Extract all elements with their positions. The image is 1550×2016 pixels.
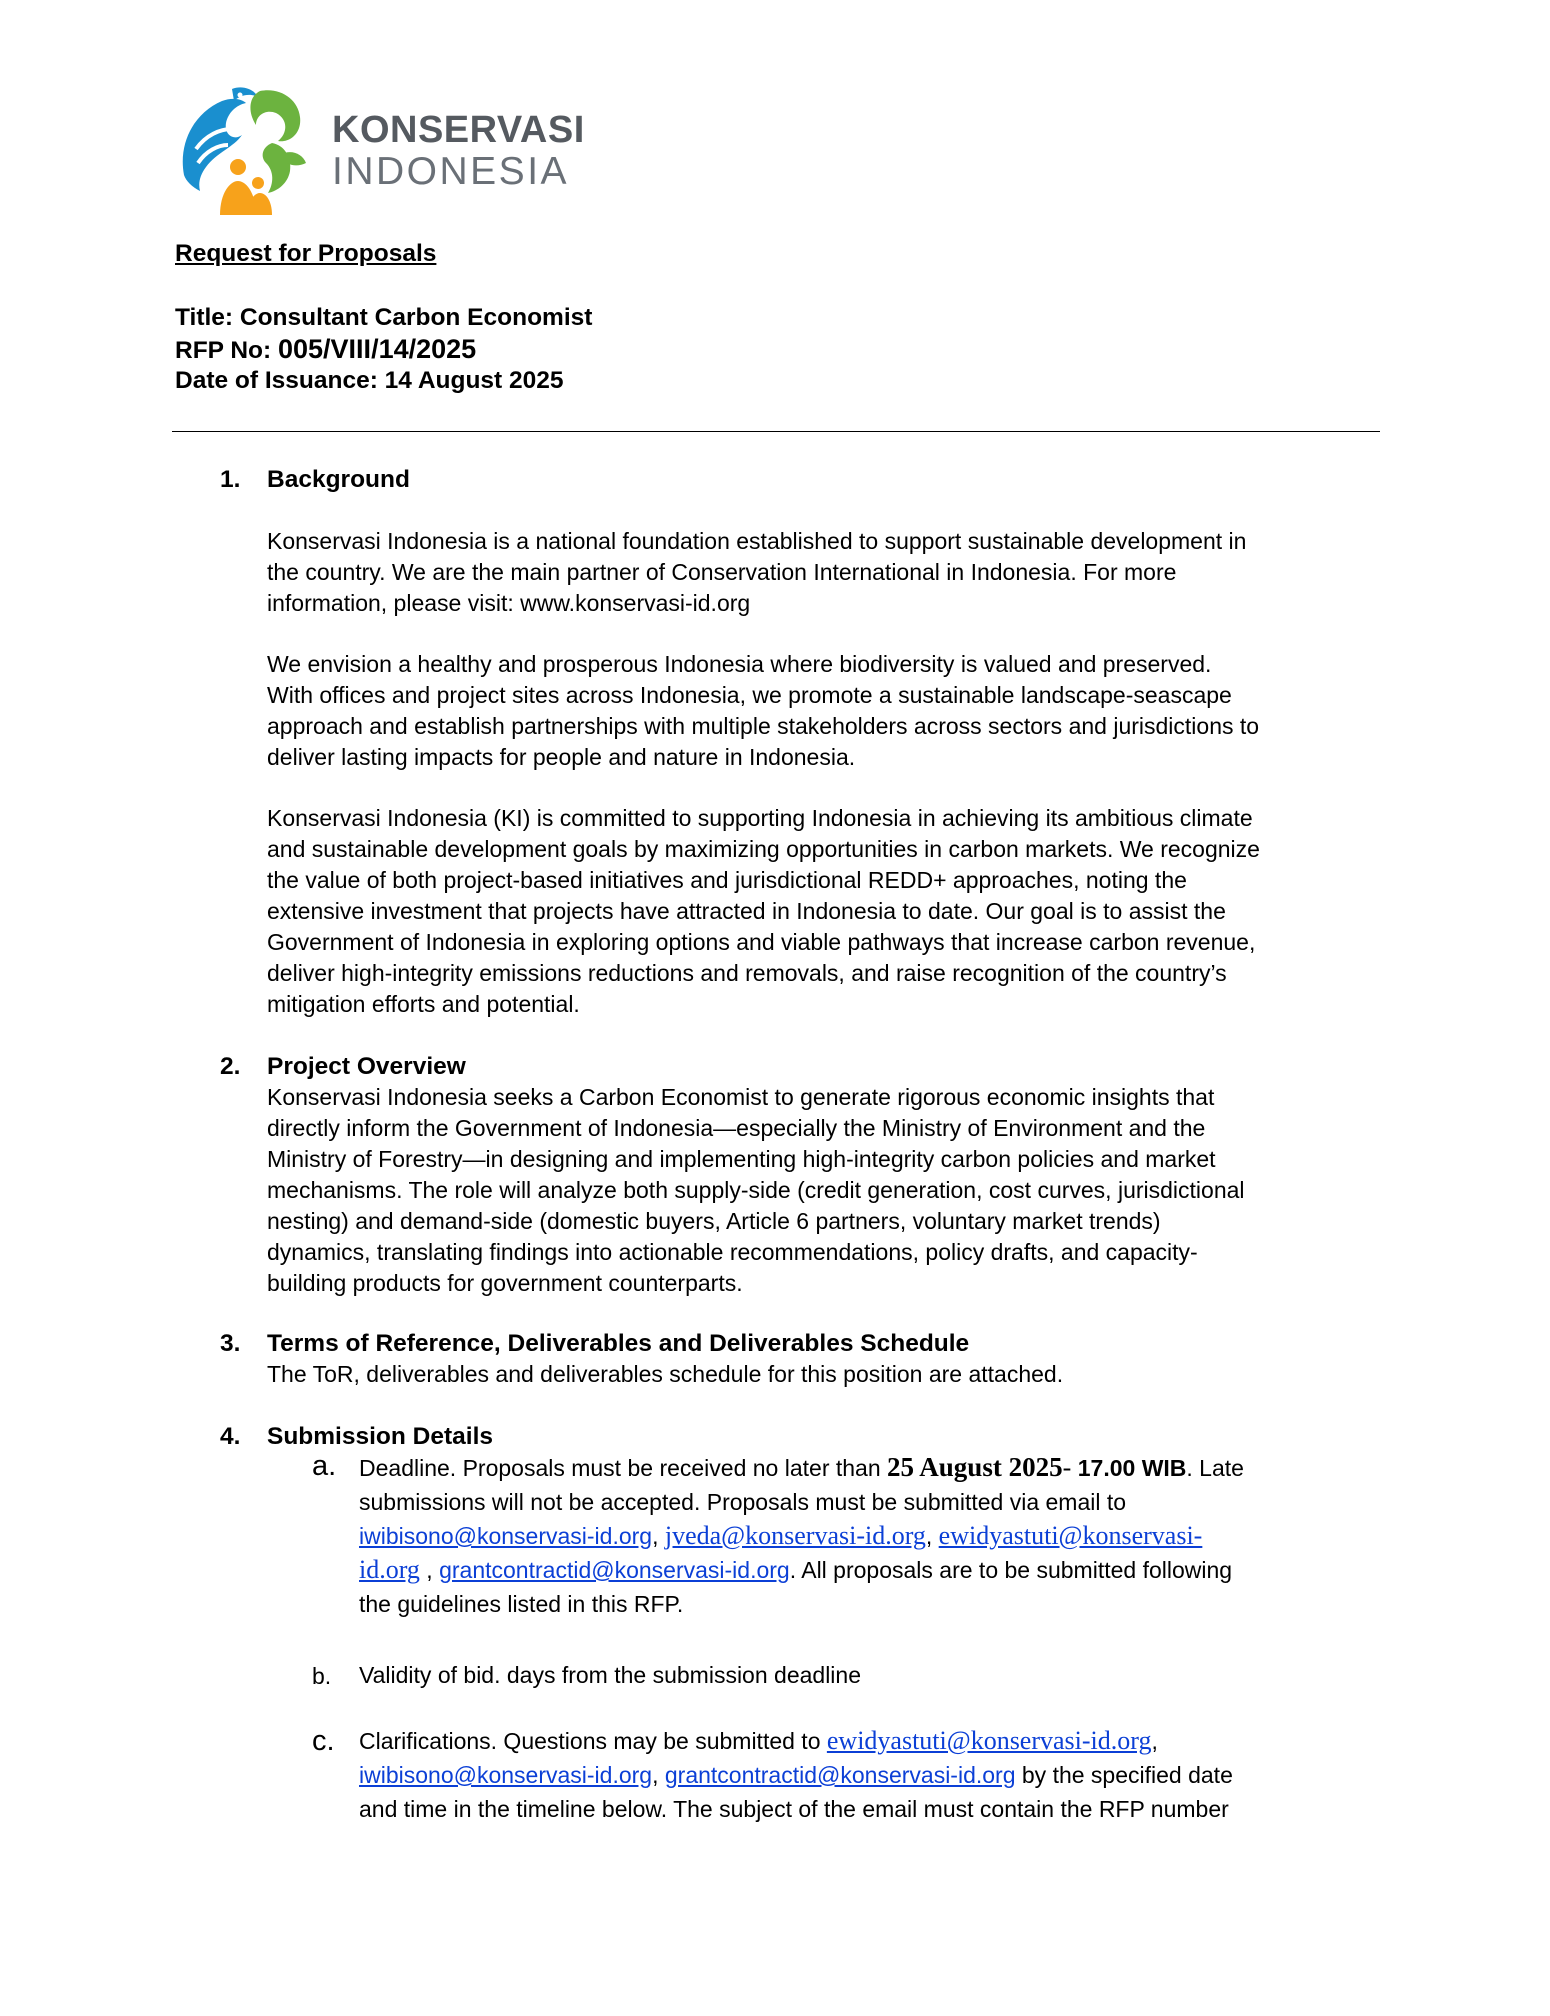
section-4-title: Submission Details (267, 1423, 494, 1450)
section-1-number: 1. (220, 466, 241, 493)
email-link-grantcontractid[interactable]: grantcontractid@konservasi-id.org (664, 1762, 1016, 1788)
text-line: Konservasi Indonesia is a national foundation established to support sustainable development in (267, 528, 1247, 554)
item-b-validity: Validity of bid. days from the submission deadline (359, 1662, 862, 1688)
text-line: submissions will not be accepted. Proposals must be submitted via email to (359, 1489, 1127, 1515)
deadline-intro: Deadline. Proposals must be received no later than (359, 1455, 888, 1481)
email-link-ewidyastuti[interactable]: ewidyastuti@konservasi-id.org (826, 1726, 1152, 1755)
logo-line-2: INDONESIA (332, 150, 570, 193)
item-a-letter: a. (312, 1450, 337, 1482)
deadline-dash: - (1062, 1453, 1078, 1482)
text-line (359, 1758, 1379, 1792)
item-b-letter: b. (312, 1663, 332, 1689)
text-line: and time in the timeline below. The subject of the email must contain the RFP number (359, 1796, 1229, 1822)
item-a-deadline (359, 1450, 1379, 1621)
email-link-iwibisono[interactable]: iwibisono@konservasi-id.org (359, 1523, 653, 1549)
section-3-title: Terms of Reference, Deliverables and Deliverables Schedule (267, 1330, 970, 1357)
separator: , (652, 1762, 665, 1788)
separator: , (1151, 1728, 1158, 1754)
header-divider (172, 431, 1380, 432)
section-2-title: Project Overview (267, 1053, 466, 1080)
text-line: We envision a healthy and prosperous Indonesia where biodiversity is valued and preserved. (267, 651, 1212, 677)
text-line: directly inform the Government of Indonesia—especially the Ministry of Environment and the (267, 1115, 1206, 1141)
text-line: building products for government counterparts. (267, 1270, 743, 1296)
background-paragraph-2 (267, 649, 1387, 773)
rfp-number (175, 333, 476, 367)
separator: , (419, 1557, 440, 1583)
konservasi-indonesia-logo (176, 83, 585, 215)
rfp-number-value: 005/VIII/14/2025 (278, 334, 477, 364)
section-3-number: 3. (220, 1330, 241, 1357)
clarifications-intro: Clarifications. Questions may be submitted to (359, 1728, 827, 1754)
text-line: With offices and project sites across Indonesia, we promote a sustainable landscape-seascape (267, 682, 1232, 708)
text-line (359, 1519, 1379, 1553)
background-paragraph-1 (267, 526, 1387, 619)
item-c-clarifications (359, 1724, 1379, 1826)
section-2-number: 2. (220, 1053, 241, 1080)
text-line: the country. We are the main partner of Conservation International in Indonesia. For more (267, 559, 1177, 585)
text-line: deliver high-integrity emissions reductions and removals, and raise recognition of the country’s (267, 960, 1227, 986)
text-line: mechanisms. The role will analyze both supply-side (credit generation, cost curves, jurisdictional (267, 1177, 1245, 1203)
email-link-ewidyastuti[interactable]: ewidyastuti@konservasi- (938, 1521, 1203, 1550)
email-link-iwibisono[interactable]: iwibisono@konservasi-id.org (359, 1762, 653, 1788)
rfp-title: Title: Consultant Carbon Economist (175, 304, 593, 331)
logo-wordmark (332, 109, 585, 193)
text-line: Konservasi Indonesia seeks a Carbon Economist to generate rigorous economic insights that (267, 1084, 1215, 1110)
text-line: deliver lasting impacts for people and nature in Indonesia. (267, 744, 856, 770)
text-line: and sustainable development goals by maximizing opportunities in carbon markets. We recognize (267, 836, 1260, 862)
text-line: approach and establish partnerships with multiple stakeholders across sectors and jurisdictions to (267, 713, 1260, 739)
overview-paragraph (267, 1082, 1387, 1299)
background-paragraph-3 (267, 803, 1387, 1020)
tor-text: The ToR, deliverables and deliverables schedule for this position are attached. (267, 1361, 1064, 1387)
section-4-number: 4. (220, 1423, 241, 1450)
deadline-date: 25 August 2025 (887, 1452, 1063, 1482)
text-line: extensive investment that projects have attracted in Indonesia to date. Our goal is to assist the (267, 898, 1226, 924)
separator: , (652, 1523, 665, 1549)
text-line: mitigation efforts and potential. (267, 991, 580, 1017)
text-line: the value of both project-based initiatives and jurisdictional REDD+ approaches, noting the (267, 867, 1187, 893)
email-link-jveda[interactable]: jveda@konservasi-id.org (664, 1521, 926, 1550)
text-line: the guidelines listed in this RFP. (359, 1591, 684, 1617)
text-line: Government of Indonesia in exploring options and viable pathways that increase carbon revenue, (267, 929, 1256, 955)
rfp-number-label: RFP No: (175, 337, 278, 364)
issuance-date: Date of Issuance: 14 August 2025 (175, 367, 564, 394)
rfp-heading: Request for Proposals (175, 240, 437, 267)
email-link-grantcontractid[interactable]: grantcontractid@konservasi-id.org (439, 1557, 790, 1583)
text-line: nesting) and demand-side (domestic buyers, Article 6 partners, voluntary market trends) (267, 1208, 1161, 1234)
text-line: Konservasi Indonesia (KI) is committed to supporting Indonesia in achieving its ambitious climate (267, 805, 1253, 831)
deadline-suffix: . Late (1186, 1455, 1244, 1481)
text-line: information, please visit: www.konservasi-id.org (267, 590, 751, 616)
email-link-ewidyastuti-cont[interactable]: id.org (359, 1555, 420, 1584)
logo-line-1: KONSERVASI (332, 109, 585, 151)
text-line (359, 1724, 1379, 1758)
submission-guidelines-text: . All proposals are to be submitted following (789, 1557, 1233, 1583)
deadline-time: 17.00 WIB (1077, 1455, 1187, 1481)
text-line (359, 1553, 1379, 1587)
section-1-title: Background (267, 466, 410, 493)
text-line (359, 1450, 1379, 1485)
text-line: Ministry of Forestry—in designing and implementing high-integrity carbon policies and market (267, 1146, 1216, 1172)
logo-mark-icon (176, 83, 312, 215)
text-line: dynamics, translating findings into actionable recommendations, policy drafts, and capacity- (267, 1239, 1198, 1265)
separator: , (925, 1523, 939, 1549)
clarifications-timing-text: by the specified date (1015, 1762, 1233, 1788)
item-c-letter: c. (312, 1725, 335, 1757)
